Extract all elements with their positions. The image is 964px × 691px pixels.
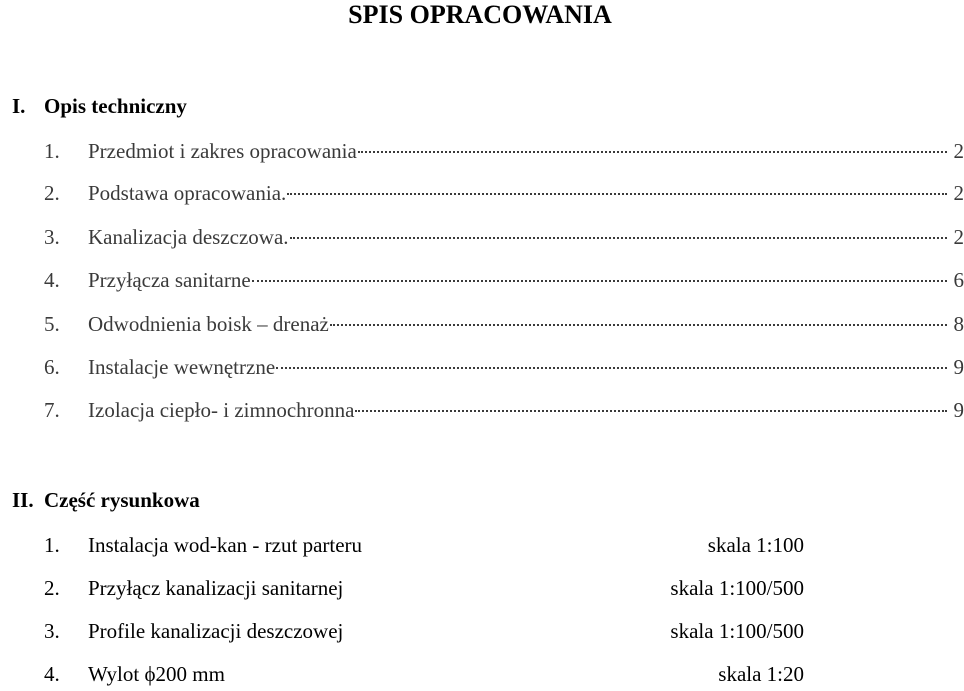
toc-item-label: Kanalizacja deszczowa. xyxy=(88,225,289,249)
toc-item-number: 1. xyxy=(44,139,60,163)
toc-item-5[interactable] xyxy=(44,312,964,336)
toc-item-4[interactable] xyxy=(44,268,964,292)
toc-item-page: 8 xyxy=(953,312,964,336)
drawing-item-scale: skala 1:100 xyxy=(707,533,804,557)
toc-item-label: Izolacja ciepło- i zimnochronna xyxy=(88,398,355,422)
toc-item-number: 2. xyxy=(44,181,60,205)
drawing-item-label: Profile kanalizacji deszczowej xyxy=(88,619,344,643)
toc-item-label: Przedmiot i zakres opracowania xyxy=(88,139,357,163)
toc-leader-dots xyxy=(330,324,947,326)
toc-item-number: 6. xyxy=(44,355,60,379)
drawing-item-number: 1. xyxy=(44,533,60,557)
toc-leader-dots xyxy=(355,410,947,412)
toc-item-page: 6 xyxy=(953,268,964,292)
toc-item-number: 3. xyxy=(44,225,60,249)
toc-leader-dots xyxy=(276,367,947,369)
toc-item-number: 7. xyxy=(44,398,60,422)
toc-leader-dots xyxy=(287,193,947,195)
section-title: Część rysunkowa xyxy=(44,488,200,512)
drawing-item-label: Wylot ϕ200 mm xyxy=(88,662,225,686)
toc-item-3[interactable] xyxy=(44,225,964,249)
drawing-item-4[interactable] xyxy=(44,662,804,686)
toc-item-page: 9 xyxy=(953,355,964,379)
toc-item-page: 2 xyxy=(953,181,964,205)
section-title: Opis techniczny xyxy=(44,94,187,118)
toc-item-label: Podstawa opracowania. xyxy=(88,181,287,205)
toc-item-1[interactable] xyxy=(44,139,964,163)
toc-item-2[interactable] xyxy=(44,181,964,205)
toc-item-label: Instalacje wewnętrzne xyxy=(88,355,276,379)
toc-leader-dots xyxy=(290,237,947,239)
drawing-item-label: Przyłącz kanalizacji sanitarnej xyxy=(88,576,344,600)
toc-item-label: Odwodnienia boisk – drenaż xyxy=(88,312,329,336)
section-heading-opis-techniczny xyxy=(12,94,187,118)
toc-item-page: 2 xyxy=(953,139,964,163)
toc-item-7[interactable] xyxy=(44,398,964,422)
toc-item-6[interactable] xyxy=(44,355,964,379)
toc-item-label: Przyłącza sanitarne xyxy=(88,268,251,292)
toc-leader-dots xyxy=(252,280,947,282)
section-number: I. xyxy=(12,94,26,118)
toc-item-number: 5. xyxy=(44,312,60,336)
toc-item-page: 9 xyxy=(953,398,964,422)
page-title: SPIS OPRACOWANIA xyxy=(348,0,612,29)
section-number: II. xyxy=(12,488,34,512)
toc-item-page: 2 xyxy=(953,225,964,249)
drawing-item-scale: skala 1:100/500 xyxy=(670,576,804,600)
drawing-item-number: 3. xyxy=(44,619,60,643)
section-heading-czesc-rysunkowa xyxy=(12,488,200,512)
drawing-item-label: Instalacja wod-kan - rzut parteru xyxy=(88,533,363,557)
drawing-item-number: 2. xyxy=(44,576,60,600)
drawing-item-number: 4. xyxy=(44,662,60,686)
toc-leader-dots xyxy=(358,151,947,153)
drawing-item-scale: skala 1:20 xyxy=(718,662,804,686)
drawing-item-3[interactable] xyxy=(44,619,804,643)
drawing-item-1[interactable] xyxy=(44,533,804,557)
toc-item-number: 4. xyxy=(44,268,60,292)
drawing-item-scale: skala 1:100/500 xyxy=(670,619,804,643)
drawing-item-2[interactable] xyxy=(44,576,804,600)
